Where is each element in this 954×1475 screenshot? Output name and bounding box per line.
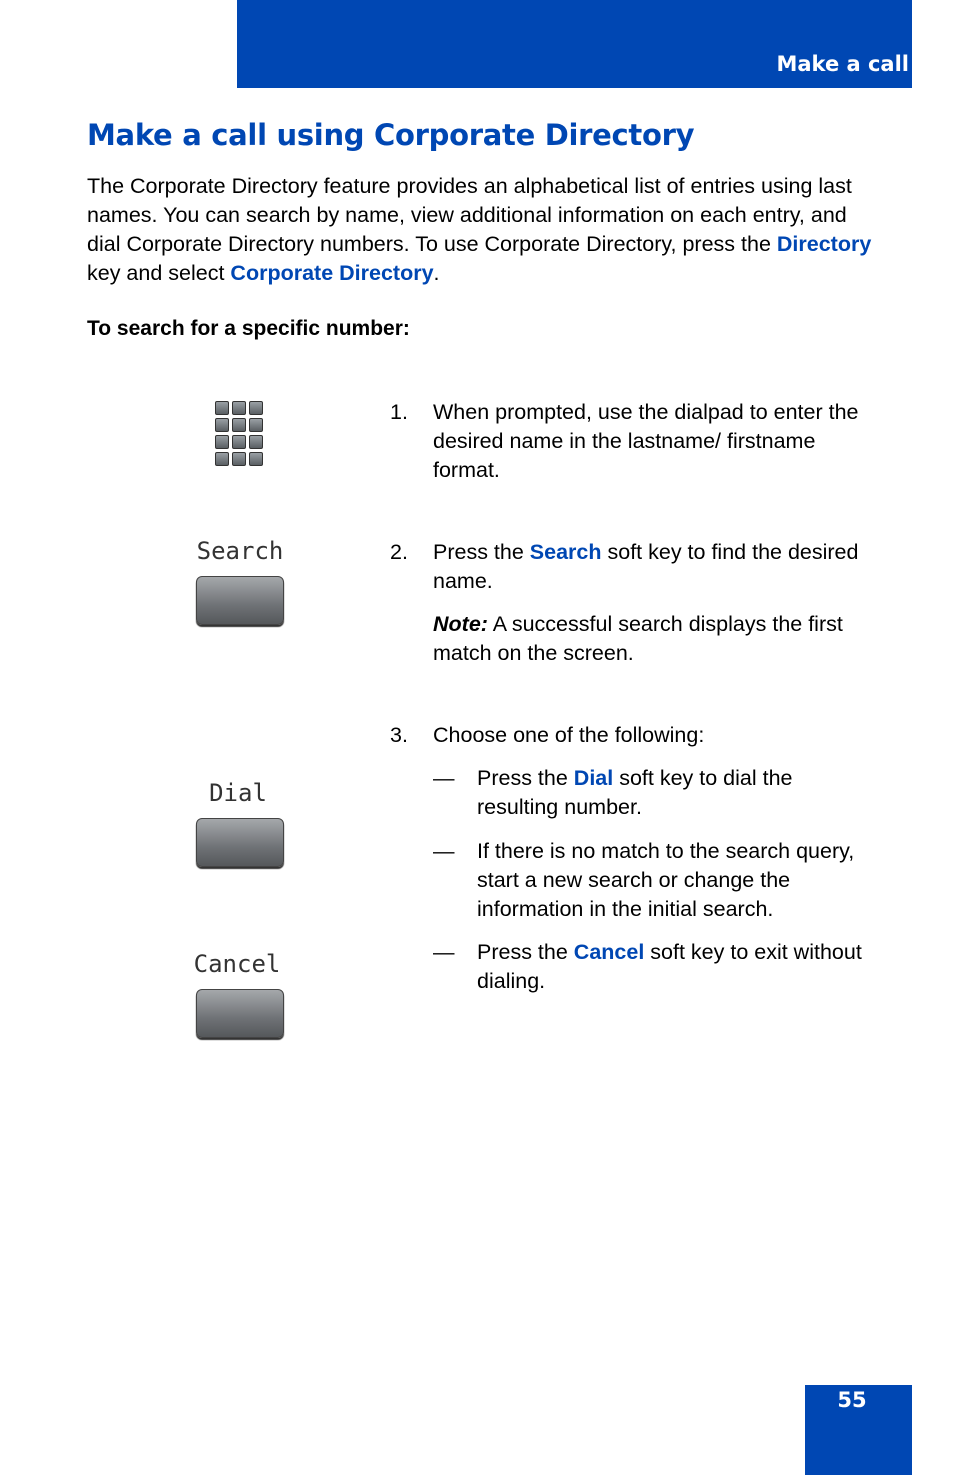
dialpad-key (249, 435, 263, 449)
step-text-post: soft key to find the desired name. (433, 540, 859, 593)
subhead: To search for a specific number: (87, 317, 410, 340)
dial-softkey-label: Dial (209, 779, 267, 807)
search-softkey-button[interactable] (196, 576, 284, 625)
option-text-post: soft key to exit without dialing. (477, 940, 862, 993)
step-number: 1. (390, 400, 408, 424)
dialpad-key (249, 401, 263, 415)
dialpad-key (232, 452, 246, 466)
dialpad-key (215, 435, 229, 449)
step-text: When prompted, use the dialpad to enter the desired name in the lastname/ firstname format. (433, 400, 859, 482)
intro-text-1: The Corporate Directory feature provides an alphabetical list of entries using last names. You can search by name, view additional information on each entry, and dial Corporate Directory numbers. To use Corporate Directory, press the (87, 174, 852, 256)
dialpad-key (249, 418, 263, 432)
dialpad-key (215, 401, 229, 415)
option-dash: — (433, 940, 455, 964)
dialpad-icon (215, 401, 263, 467)
option-text-post: soft key to dial the resulting number. (477, 766, 793, 819)
dialpad-key (249, 452, 263, 466)
dial-key-label: Dial (573, 766, 614, 790)
corporate-directory-label: Corporate Directory (230, 261, 434, 285)
step-number: 3. (390, 723, 408, 747)
option-dash: — (433, 766, 455, 790)
dialpad-key (232, 418, 246, 432)
header-title: Make a call (776, 52, 909, 76)
dialpad-key (215, 418, 229, 432)
option-text (477, 764, 877, 822)
cancel-key-label: Cancel (573, 940, 645, 964)
note-text: A successful search displays the first match on the screen. (433, 612, 843, 665)
cancel-softkey-label: Cancel (193, 950, 281, 978)
search-softkey-label: Search (196, 537, 284, 565)
note (433, 610, 873, 668)
dial-softkey-button[interactable] (196, 818, 284, 867)
option-text: If there is no match to the search query, start a new search or change the information in the initial search. (477, 839, 855, 921)
option-text-pre: Press the (477, 940, 574, 964)
search-key-label: Search (529, 540, 602, 564)
dialpad-key (232, 401, 246, 415)
page-number: 55 (837, 1388, 867, 1412)
step-text (433, 538, 873, 668)
intro-text-2: key and select (87, 261, 231, 285)
step-text-pre: Press the (433, 540, 530, 564)
step-text: Choose one of the following: (433, 723, 705, 747)
dialpad-key (215, 452, 229, 466)
step-number: 2. (390, 540, 408, 564)
section-title: Make a call using Corporate Directory (87, 118, 695, 152)
option-text (477, 938, 877, 996)
option-dash: — (433, 839, 455, 863)
dialpad-key (232, 435, 246, 449)
note-label: Note: (433, 612, 488, 636)
intro-text-3: . (433, 261, 440, 285)
cancel-softkey-button[interactable] (196, 989, 284, 1038)
intro-paragraph (87, 172, 877, 288)
directory-key-label: Directory (776, 232, 872, 256)
option-text-pre: Press the (477, 766, 574, 790)
